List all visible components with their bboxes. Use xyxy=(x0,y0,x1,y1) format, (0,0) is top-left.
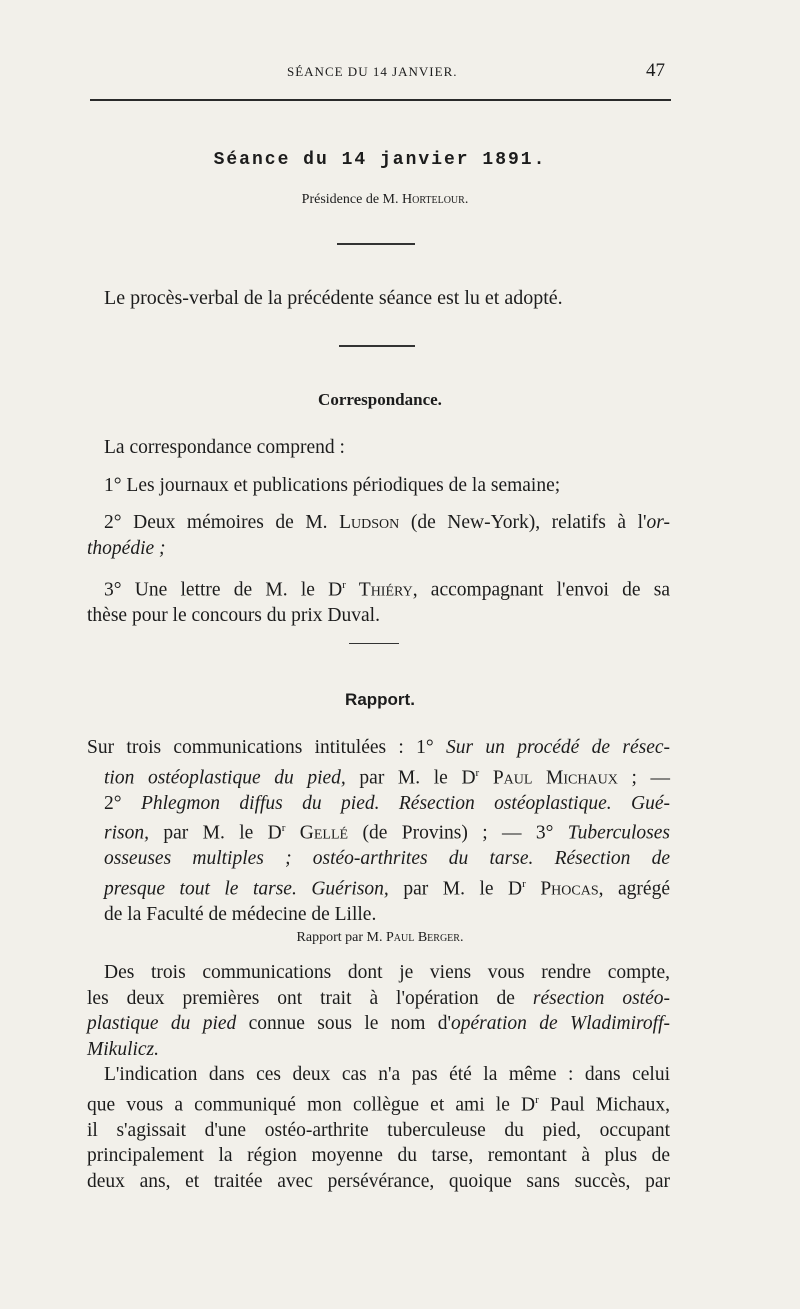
text-line: deux ans, et traitée avec persévérance, quoique sans succès, par xyxy=(87,1170,670,1192)
rapport-author: Rapport par M. Paul Berger. xyxy=(296,930,464,945)
rapport-line: Sur trois communications intitulées : 1° Sur un procédé de résec- xyxy=(87,737,670,758)
rapport-line: rison, par M. le $D^r$ Gellé (de Provins) ; — 3° Tuberculoses xyxy=(104,822,670,844)
rapport-heading: Rapport. xyxy=(345,690,415,709)
header-rule xyxy=(90,99,671,101)
section-divider xyxy=(337,243,415,245)
rapport-block xyxy=(87,735,670,927)
rapport-line: 2° Phlegmon diffus du pied. Résection ostéoplastique. Gué- xyxy=(104,792,670,814)
rapport-line: osseuses multiples ; ostéo-arthrites du tarse. Résection de xyxy=(104,848,670,869)
page-number: 47 xyxy=(646,60,665,81)
correspondance-item-2-cont: thopédie ; xyxy=(87,537,166,559)
rapport-line: tion ostéoplastique du pied, par M. le $D^r$ Paul Michaux ; — xyxy=(104,766,670,788)
correspondance-item-3-cont: thèse pour le concours du prix Duval. xyxy=(87,605,380,626)
proces-verbal: Le procès-verbal de la précédente séance est lu et adopté. xyxy=(104,287,563,309)
rapport-line: de la Faculté de médecine de Lille. xyxy=(104,903,377,925)
correspondance-item-2: 2° Deux mémoires de M. Ludson (de New-York), relatifs à l'or- xyxy=(104,512,670,533)
correspondance-block xyxy=(87,435,670,629)
correspondance-intro: La correspondance comprend : xyxy=(104,437,345,458)
president-name: Hortelour. xyxy=(401,192,469,207)
report-text xyxy=(87,960,670,1194)
text-line: que vous a communiqué mon collègue et ami le $D^r$ Paul Michaux, xyxy=(87,1093,671,1115)
text-line: Mikulicz. xyxy=(87,1038,160,1060)
session-title: Séance du 14 janvier 1891. xyxy=(213,150,547,170)
text-line: principalement la région moyenne du tarse, remontant à plus de xyxy=(87,1145,670,1166)
correspondance-item-3: 3° Une lettre de M. le $D^r$ Thiéry, accompagnant l'envoi de sa xyxy=(104,579,671,601)
correspondance-heading: Correspondance. xyxy=(318,390,442,409)
text-line: L'indication dans ces deux cas n'a pas été la même : dans celui xyxy=(104,1064,670,1085)
text-line: les deux premières ont trait à l'opération de résection ostéo- xyxy=(87,987,670,1009)
rapport-line: presque tout le tarse. Guérison, par M. le $D^r$ Phocas, agrégé xyxy=(104,877,670,899)
text-line: il s'agissait d'une ostéo-arthrite tuberculeuse du pied, occupant xyxy=(87,1119,670,1141)
correspondance-item-1: 1° Les journaux et publications périodiques de la semaine; xyxy=(104,474,561,496)
presidence-prefix: Présidence de M. xyxy=(301,192,402,207)
running-title: SÉANCE DU 14 JANVIER. xyxy=(287,64,458,79)
presidence-line xyxy=(0,192,770,208)
text-line: plastique du pied connue sous le nom d'opération de Wladimiroff- xyxy=(87,1013,670,1034)
section-divider xyxy=(339,345,415,347)
section-divider xyxy=(349,643,399,644)
text-line: Des trois communications dont je viens vous rendre compte, xyxy=(104,962,670,983)
